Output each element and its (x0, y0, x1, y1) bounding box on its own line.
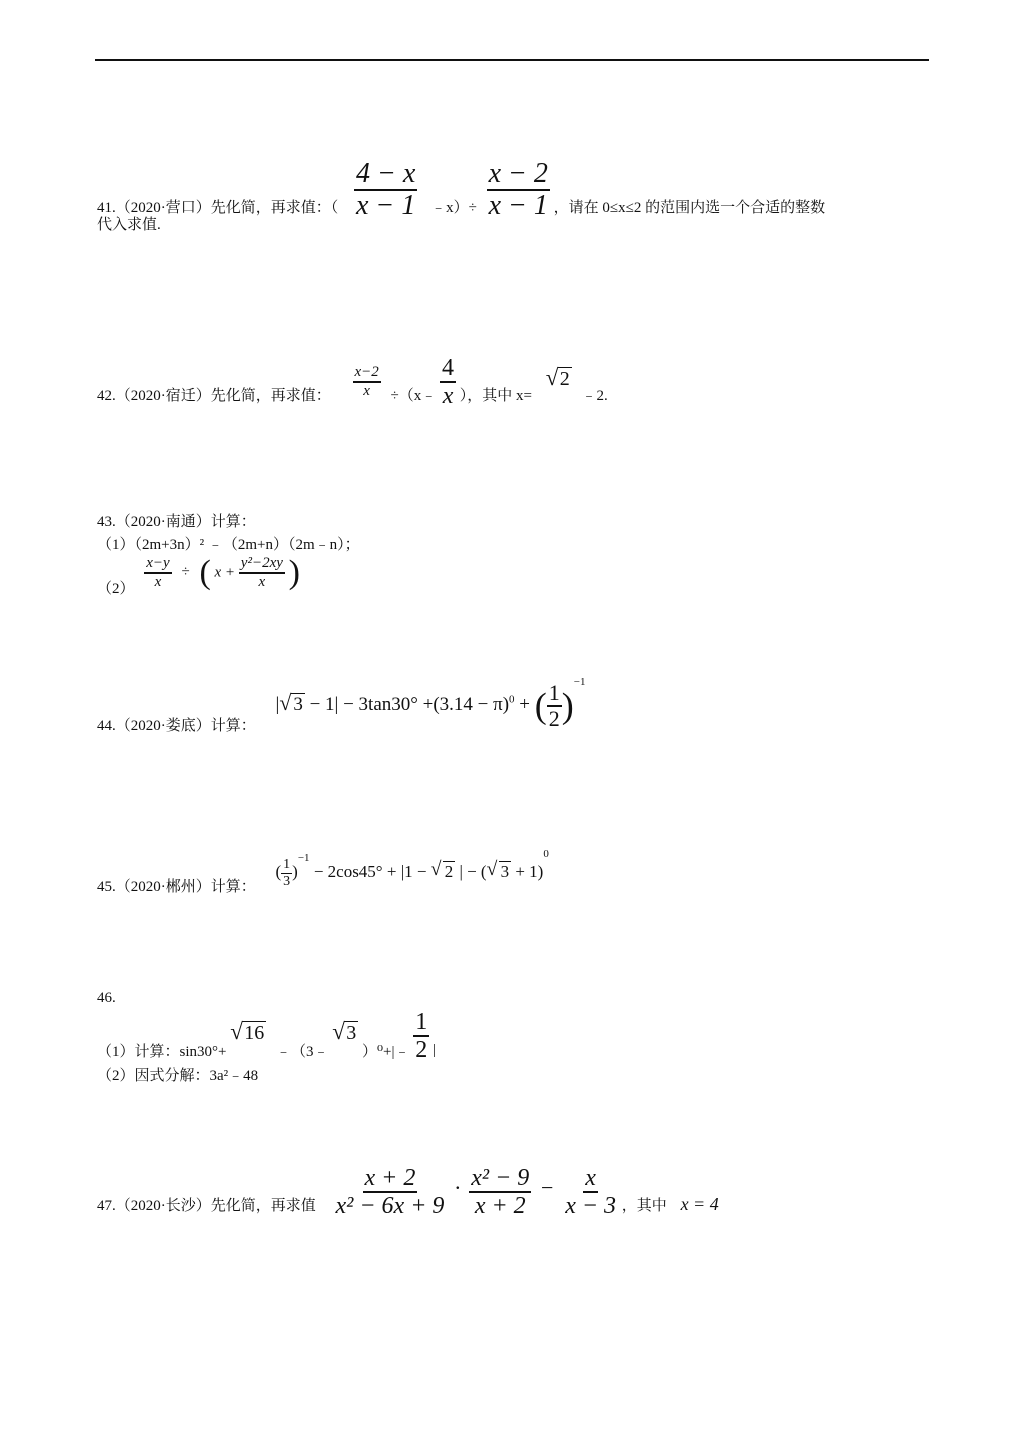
q43-right-paren: ) (288, 554, 300, 591)
q44-half: $\frac{1}{2}$ (548, 680, 560, 731)
q45-label: 45.（2020·郴州）计算： (97, 879, 256, 896)
q46-part-1 (97, 1010, 436, 1062)
q45-expr2: | − ( (459, 862, 487, 882)
q47-fraction-2: $\frac{\text{x² − 9}}{x + 2}$ (471, 1165, 530, 1219)
q44-exp0: 0 (509, 694, 515, 707)
q47-fraction-1: $\frac{x + 2}{\text{x² − 6x + 9}}$ (335, 1165, 445, 1219)
q42-mid: ÷（x﹣ (390, 387, 437, 404)
q43-left-paren: ( (199, 554, 211, 591)
q45-expression: ( $\frac{1}{3}$ )$^{-1}$ − 2cos45° + |1 − √ 2 | − ( √ 3 + 1)$^0$ (275, 847, 549, 889)
question-45 (97, 847, 549, 896)
q42-fraction-2: $\frac{4}{x}$ (442, 355, 455, 409)
q42-label: 42.（2020·宿迁）先化简，再求值： (97, 387, 331, 404)
question-47 (97, 1166, 719, 1218)
q41-tail: ，请在 0≤x≤2 的范围内选一个合适的整数 (553, 199, 826, 216)
q46-p1-label: （1）计算：sin30°+ (97, 1043, 227, 1060)
q41-mid: ﹣x）÷ (431, 199, 477, 216)
q45-third: $\frac{1}{3}$ (283, 857, 291, 889)
question-41 (97, 160, 825, 220)
header-rule (95, 59, 929, 61)
q43-part-2-label: （2） (97, 580, 135, 597)
q45-expr3: + 1) (515, 862, 544, 882)
q41-label: 41.（2020·营口）先化简，再求值：（ (97, 199, 339, 216)
q47-dot: · (454, 1175, 462, 1201)
q45-exp: −1 (297, 851, 310, 864)
q42-sqrt: √ 2 (545, 365, 570, 391)
q44-expr: − 1| − 3tan30° +(3.14 − π) (309, 694, 510, 716)
q47-fraction-3: $\frac{x}{x - 3}$ (565, 1165, 617, 1219)
q47-tail: ，其中 (621, 1197, 667, 1214)
q41-fraction-2: $\frac{x - 2}{x - 1}$ (488, 158, 548, 221)
q46-p1-mid: ﹣（3﹣ (275, 1043, 329, 1060)
q46-p1-end: ）⁰+|﹣ (361, 1043, 410, 1060)
q46-part-2: （2）因式分解：3a²﹣48 (97, 1068, 259, 1084)
q43-label: 43.（2020·南通）计算： (97, 514, 256, 530)
q46-sqrt3: √ 3 (332, 1019, 357, 1045)
q44-sqrt: √ 3 (279, 691, 303, 716)
q46-p1-close: | (432, 1041, 436, 1058)
q43-part-2 (97, 554, 300, 597)
q45-exp0: 0 (543, 847, 549, 860)
q43-fraction-1: $\frac{x-y}{x}$ (146, 555, 170, 590)
q42-tail: ），其中 x= (459, 387, 532, 404)
q47-label: 47.（2020·长沙）先化简，再求值 (97, 1197, 316, 1214)
q41-line-2: 代入求值. (97, 217, 161, 233)
q47-minus: − (541, 1175, 554, 1201)
question-42 (97, 356, 608, 408)
q44-label: 44.（2020·娄底）计算： (97, 718, 256, 735)
q45-expr1: − 2cos45° + |1 − (313, 862, 427, 882)
q46-label: 46. (97, 990, 116, 1006)
q44-exp: −1 (573, 676, 586, 689)
q43-fraction-2: $\frac{\text{y²−2xy}}{x}$ (240, 555, 283, 590)
q46-half: $\frac{1}{2}$ (415, 1009, 428, 1063)
q44-plus: + (519, 694, 531, 716)
q47-condition: x = 4 (680, 1193, 719, 1214)
q42-end: ﹣2. (581, 387, 608, 404)
q41-fraction-1: $\frac{4 - x}{x - 1}$ (356, 158, 416, 221)
q46-sqrt16: √ 16 (230, 1019, 265, 1045)
q42-fraction-1: $\frac{x-2}{x}$ (354, 364, 379, 399)
q44-expression: | √ $3 - 1| - 3\tan 30^\circ +(3.14 - \pi)^0$ + ( $\frac{1}{2}$ )$^{-1}$ (275, 676, 586, 731)
q43-inner-x: x + (214, 564, 236, 581)
q43-div: ÷ (181, 564, 190, 581)
q45-sqrt2: √ 2 (430, 859, 454, 882)
q43-part-1: （1）（2m+3n）² ﹣（2m+n）（2m﹣n）； (97, 537, 360, 553)
question-44 (97, 676, 586, 735)
q45-sqrt3: √ 3 (486, 859, 510, 882)
